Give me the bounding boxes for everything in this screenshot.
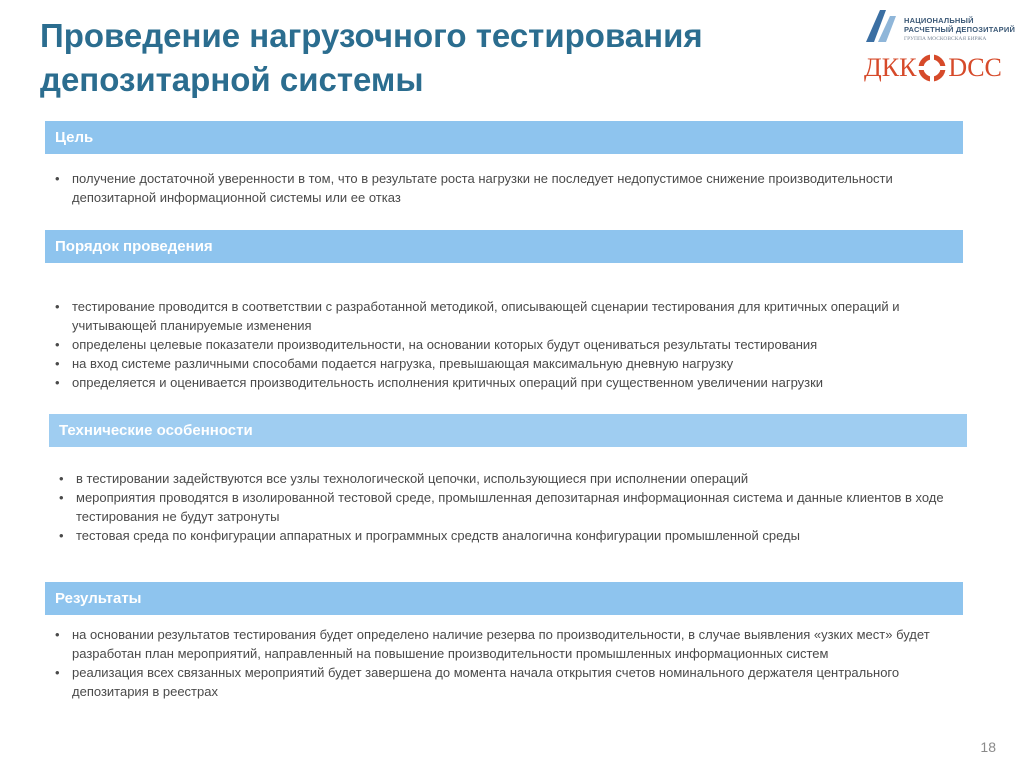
- section-header-goal: Цель: [45, 121, 963, 154]
- nrd-logo: [862, 6, 1022, 46]
- dkk-ring-icon: [917, 53, 947, 83]
- list-item: • определены целевые показатели производительности, на основании которых будут оцениваться результаты тестирования: [55, 335, 970, 354]
- section-header-technical: Технические особенности: [49, 414, 967, 447]
- page-number: 18: [980, 739, 996, 755]
- dkk-logo-left: ДКК: [864, 53, 917, 82]
- dkk-logo-right: DCC: [948, 53, 1002, 82]
- results-list: [55, 625, 960, 701]
- list-item: • мероприятия проводятся в изолированной тестовой среде, промышленная депозитарная информационная система и данные клиентов в ходе тестирования не будут затронуты: [59, 488, 964, 526]
- goal-list: [55, 169, 970, 207]
- procedure-list: [55, 297, 970, 392]
- section-header-results: Результаты: [45, 582, 963, 615]
- list-item: • реализация всех связанных мероприятий будет завершена до момента начала открытия счетов номинального держателя центрального депозитария в реестрах: [55, 663, 960, 701]
- dkk-logo: [864, 52, 1014, 84]
- list-item: • в тестировании задействуются все узлы технологической цепочки, использующиеся при исполнении операций: [59, 469, 964, 488]
- list-item: • получение достаточной уверенности в том, что в результате роста нагрузки не последует недопустимое снижение производительности депозитарной информационной системы или ее отказ: [55, 169, 970, 207]
- slide-title: Проведение нагрузочного тестирования депозитарной системы: [40, 17, 703, 98]
- technical-list: [59, 469, 964, 545]
- nrd-logo-line2: РАСЧЕТНЫЙ ДЕПОЗИТАРИЙ: [904, 25, 1016, 34]
- section-header-procedure: Порядок проведения: [45, 230, 963, 263]
- list-item: • тестирование проводится в соответствии с разработанной методикой, описывающей сценарии тестирования для критичных операций и учитывающей планируемые изменения: [55, 297, 970, 335]
- nrd-logo-line3: ГРУППА МОСКОВСКАЯ БИРЖА: [904, 36, 987, 42]
- list-item: • определяется и оценивается производительность исполнения критичных операций при существенном увеличении нагрузки: [55, 373, 970, 392]
- nrd-logo-icon: [862, 8, 900, 44]
- nrd-logo-line1: НАЦИОНАЛЬНЫЙ: [904, 16, 974, 25]
- list-item: • на вход системе различными способами подается нагрузка, превышающая максимальную дневную нагрузку: [55, 354, 970, 373]
- list-item: • тестовая среда по конфигурации аппаратных и программных средств аналогична конфигурации промышленной среды: [59, 526, 964, 545]
- list-item: • на основании результатов тестирования будет определено наличие резерва по производительности, в случае выявления «узких мест» будет разработан план мероприятий, направленный на повышение производительности промышленных информационных систем: [55, 625, 960, 663]
